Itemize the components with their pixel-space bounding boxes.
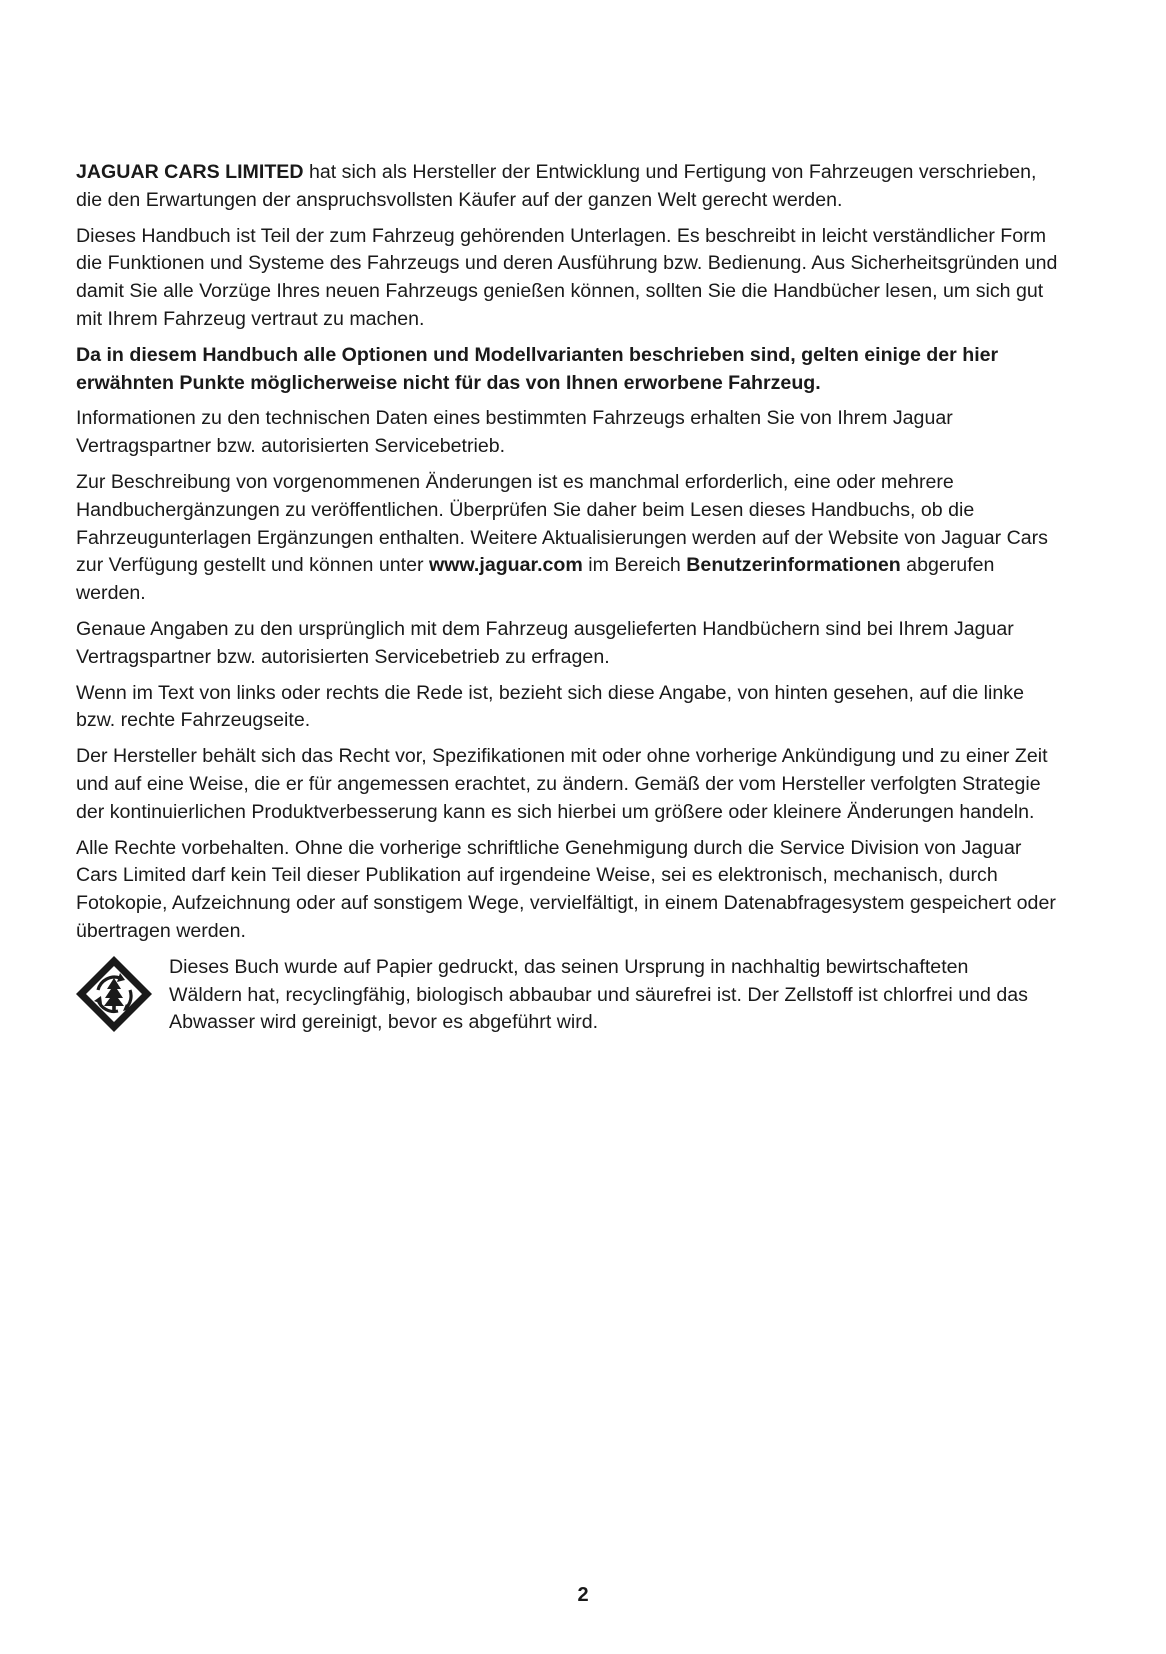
- website-url: www.jaguar.com: [428, 554, 583, 577]
- intro-text: hat sich als Hersteller der Entwicklung und Fertigung von Fahrzeugen verschrieben, die den Erwartungen der anspruchsvollsten Käufer auf der ganzen Welt gerecht werden.: [76, 161, 1037, 211]
- company-name: JAGUAR CARS LIMITED: [76, 161, 304, 183]
- manual-purpose-paragraph: Dieses Handbuch ist Teil der zum Fahrzeug gehörenden Unterlagen. Es beschreibt in leicht verständlicher Form die Funktionen und Systeme des Fahrzeugs und deren Ausführung bzw. Bedienung. Aus Sicherheitsgründen und damit Sie alle Vorzüge Ihres neuen Fahrzeugs genießen können, sollten Sie die Handbücher lesen, um sich gut mit Ihrem Fahrzeug vertraut zu machen.: [76, 224, 1058, 330]
- original-manuals-paragraph: Genaue Angaben zu den ursprünglich mit dem Fahrzeug ausgelieferten Handbüchern sind bei Ihrem Jaguar Vertragspartner bzw. autorisierten Servicebetrieb zu erfragen.: [76, 617, 1014, 668]
- updates-text-1: Zur Beschreibung von vorgenommenen Änderungen ist es manchmal erforderlich, eine oder mehrere Handbuchergänzungen zu veröffentlichen. Überprüfen Sie daher beim Lesen dieses Handbuchs, ob die Fahrzeugunterlagen Ergänzungen enthalten. Weitere Aktualisierungen werden auf der Website von Jaguar Cars zur Verfügung gestellt und können unter: [76, 470, 1048, 577]
- technical-data-paragraph: Informationen zu den technischen Daten eines bestimmten Fahrzeugs erhalten Sie von Ihrem Jaguar Vertragspartner bzw. autorisierten Servicebetrieb.: [76, 407, 953, 458]
- options-notice-text: Da in diesem Handbuch alle Optionen und Modellvarianten beschrieben sind, gelten einige der hier erwähnten Punkte möglicherweise nicht für das von Ihnen erworbene Fahrzeug.: [76, 343, 999, 394]
- updates-text-2: im Bereich: [582, 554, 687, 577]
- recycling-tree-icon: [74, 954, 154, 1034]
- page-number: 2: [577, 1584, 589, 1606]
- recycling-notice: [76, 954, 1066, 1037]
- options-notice-paragraph: [76, 342, 1066, 398]
- left-right-paragraph: Wenn im Text von links oder rechts die Rede ist, bezieht sich diese Angabe, von hinten gesehen, auf die linke bzw. rechte Fahrzeugseite.: [76, 681, 1024, 732]
- user-info-section: Benutzerinformationen: [686, 554, 901, 577]
- recycling-text: Dieses Buch wurde auf Papier gedruckt, das seinen Ursprung in nachhaltig bewirtschafteten Wäldern hat, recyclingfähig, biologisch abbaubar und säurefrei ist. Der Zellstoff ist chlorfrei und das Abwasser wird gereinigt, bevor es abgeführt wird.: [169, 955, 1028, 1034]
- updates-text-3: abgerufen werden.: [76, 554, 995, 605]
- document-body: [76, 159, 1066, 1037]
- updates-paragraph: [76, 469, 1066, 608]
- specification-changes-paragraph: Der Hersteller behält sich das Recht vor, Spezifikationen mit oder ohne vorherige Ankündigung und zu einer Zeit und auf eine Weise, die er für angemessen erachtet, zu ändern. Gemäß der vom Hersteller verfolgten Strategie der kontinuierlichen Produktverbesserung kann es sich hierbei um größere oder kleinere Änderungen handeln.: [76, 745, 1048, 823]
- copyright-paragraph: Alle Rechte vorbehalten. Ohne die vorherige schriftliche Genehmigung durch die Service Division von Jaguar Cars Limited darf kein Teil dieser Publikation auf irgendeine Weise, sei es elektronisch, mechanisch, durch Fotokopie, Aufzeichnung oder auf sonstigem Wege, vervielfältigt, in einem Datenabfragesystem gespeichert oder übertragen werden.: [76, 836, 1056, 942]
- intro-paragraph: [76, 159, 1066, 215]
